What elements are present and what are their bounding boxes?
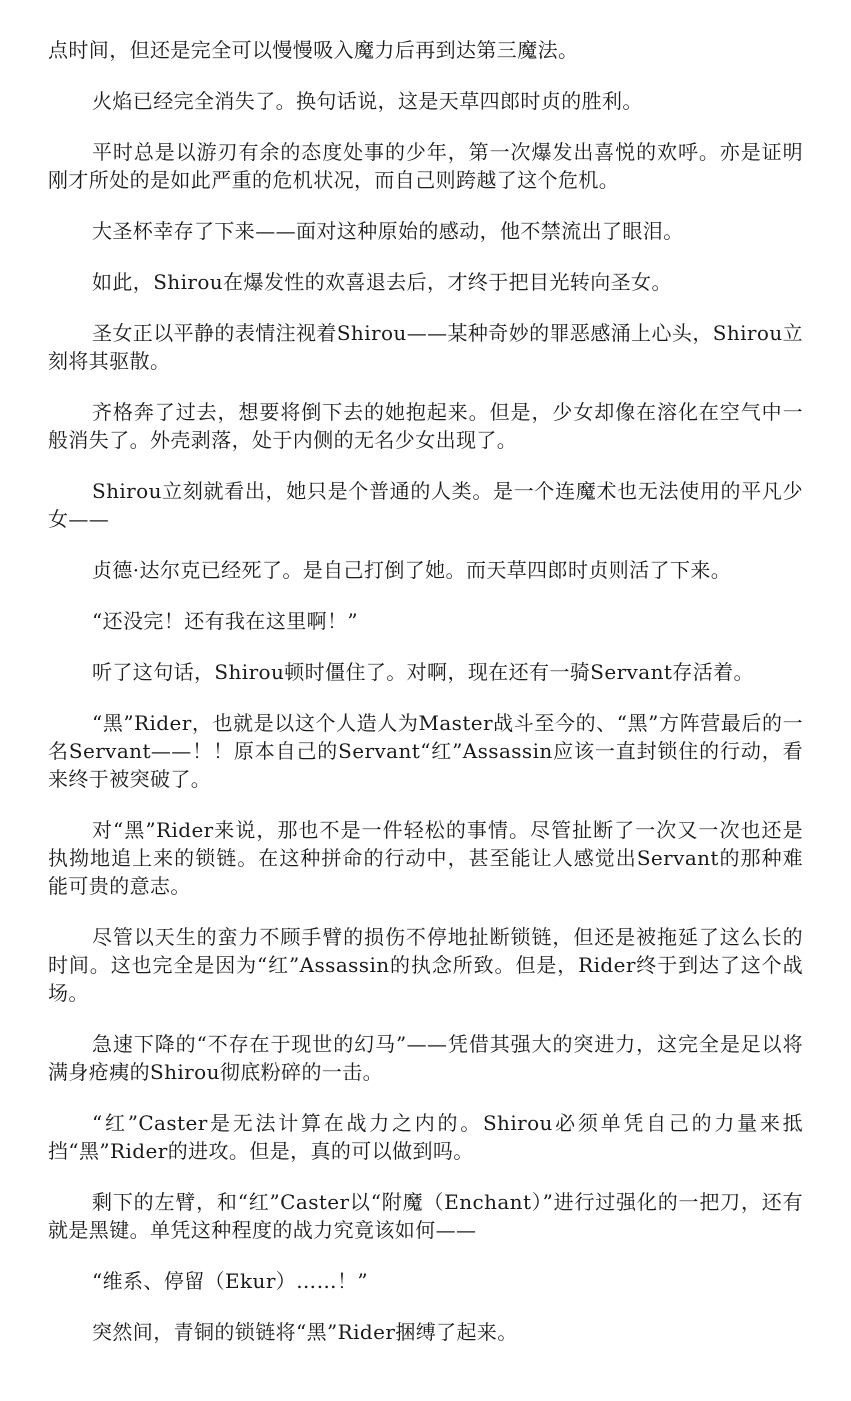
- paragraph-11: 听了这句话，Shirou顿时僵住了。对啊，现在还有一骑Servant存活着。: [92, 660, 754, 684]
- paragraph-10: “还没完！还有我在这里啊！”: [92, 609, 359, 633]
- paragraph-5: 如此，Shirou在爆发性的欢喜退去后，才终于把目光转向圣女。: [92, 270, 672, 294]
- paragraph-8: Shirou立刻就看出，她只是个普通的人类。是一个连魔术也无法使用的平凡少女——: [48, 479, 803, 531]
- paragraph-4: 大圣杯幸存了下来——面对这种原始的感动，他不禁流出了眼泪。: [92, 219, 684, 243]
- paragraph-17: 剩下的左臂，和“红”Caster以“附魔（Enchant）”进行过强化的一把刀，还有就是黑键。单凭这种程度的战力究竟该如何——: [48, 1190, 803, 1242]
- paragraph-7: 齐格奔了过去，想要将倒下去的她抱起来。但是，少女却像在溶化在空气中一般消失了。外壳剥落，处于内侧的无名少女出现了。: [48, 400, 803, 452]
- paragraph-3: 平时总是以游刃有余的态度处事的少年，第一次爆发出喜悦的欢呼。亦是证明刚才所处的是如此严重的危机状况，而自己则跨越了这个危机。: [48, 140, 803, 192]
- paragraph-9: 贞德·达尔克已经死了。是自己打倒了她。而天草四郎时贞则活了下来。: [92, 558, 732, 582]
- paragraph-2: 火焰已经完全消失了。换句话说，这是天草四郎时贞的胜利。: [92, 89, 643, 113]
- paragraph-19: 突然间，青铜的锁链将“黑”Rider捆缚了起来。: [92, 1320, 518, 1344]
- paragraph-14: 尽管以天生的蛮力不顾手臂的损伤不停地扯断锁链，但还是被拖延了这么长的时间。这也完全是因为“红”Assassin的执念所致。但是，Rider终于到达了这个战场。: [48, 925, 803, 1005]
- paragraph-6: 圣女正以平静的表情注视着Shirou——某种奇妙的罪恶感涌上心头，Shirou立刻将其驱散。: [48, 321, 803, 373]
- paragraph-18: “维系、停留（Ekur）……！”: [92, 1269, 369, 1293]
- paragraph-13: 对“黑”Rider来说，那也不是一件轻松的事情。尽管扯断了一次又一次也还是执拗地追上来的锁链。在这种拼命的行动中，甚至能让人感觉出Servant的那种难能可贵的意志。: [48, 818, 803, 898]
- paragraph-16: “红”Caster是无法计算在战力之内的。Shirou必须单凭自己的力量来抵挡“黑”Rider的进攻。但是，真的可以做到吗。: [48, 1111, 803, 1163]
- paragraph-1: 点时间，但还是完全可以慢慢吸入魔力后再到达第三魔法。: [48, 38, 579, 62]
- paragraph-12: “黑”Rider，也就是以这个人造人为Master战斗至今的、“黑”方阵营最后的一名Servant——！！原本自己的Servant“红”Assassin应该一直封锁住的行动，看来终于被突破了。: [48, 711, 803, 791]
- paragraph-15: 急速下降的“不存在于现世的幻马”——凭借其强大的突进力，这完全是足以将满身疮痍的Shirou彻底粉碎的一击。: [48, 1032, 803, 1084]
